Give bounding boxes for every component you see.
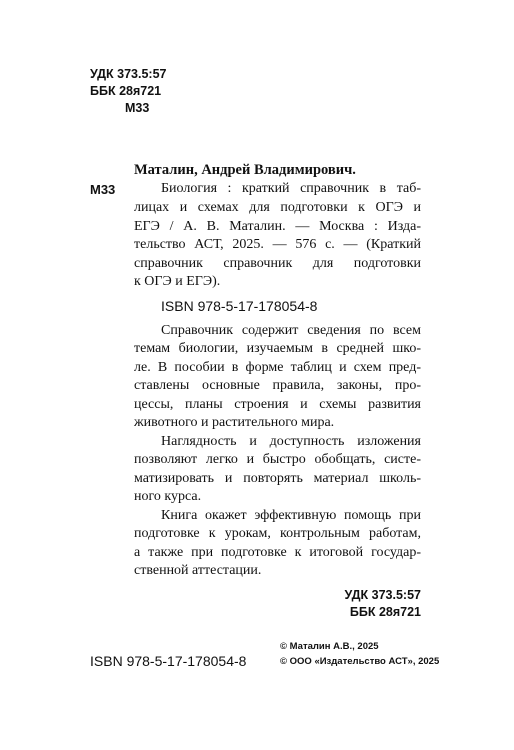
annotation-line: подготовке к урокам, контрольным работам,	[134, 526, 421, 541]
isbn-bottom: ISBN 978-5-17-178054-8	[90, 653, 247, 669]
annotation-line: цессы, планы строения и схемы развития	[134, 397, 421, 412]
record-author-mark: М33	[90, 182, 116, 197]
annotation-line: а также при подготовке к итоговой государ-	[134, 545, 421, 560]
author-heading: Маталин, Андрей Владимирович.	[134, 162, 356, 178]
annotation-line: позволяют легко и быстро обобщать, систе-	[134, 452, 421, 467]
annotation-line: темам биологии, изучаемым в средней шко-	[134, 341, 421, 356]
annotation-line: матизировать и повторять материал школь-	[134, 471, 421, 486]
annotation-line: ставлены основные правила, законы, про-	[134, 378, 421, 393]
isbn-main: ISBN 978-5-17-178054-8	[161, 298, 318, 314]
bibliographic-record-line: тельство АСТ, 2025. — 576 с. — (Краткий	[134, 237, 421, 252]
annotation-line: животного и растительного мира.	[134, 415, 335, 430]
udk-code-top: УДК 373.5:57	[90, 67, 167, 81]
udk-code-bottom: УДК 373.5:57	[344, 588, 421, 602]
bibliographic-record-line: лицах и схемах для подготовки к ОГЭ и	[134, 200, 421, 215]
annotation-line: Справочник содержит сведения по всем	[161, 323, 421, 338]
copyright-author: © Маталин А.В., 2025	[280, 641, 379, 652]
annotation-line: ле. В пособии в форме таблиц и схем пред-	[134, 360, 421, 375]
bibliographic-record-line: справочник справочник для подготовки	[134, 256, 421, 271]
bbk-code-bottom: ББК 28я721	[349, 605, 421, 619]
annotation-line: ственной аттестации.	[134, 563, 262, 578]
bibliographic-record-line: ЕГЭ / А. В. Маталин. — Москва : Изда-	[134, 219, 421, 234]
annotation-line: Наглядность и доступность изложения	[161, 434, 421, 449]
copyright-publisher: © ООО «Издательство АСТ», 2025	[280, 656, 440, 667]
bbk-code-top: ББК 28я721	[90, 84, 162, 98]
annotation-line: ного курса.	[134, 489, 202, 504]
bibliographic-record-line: Биология : краткий справочник в таб-	[161, 181, 421, 196]
author-mark-top: М33	[125, 101, 150, 115]
bibliographic-record-line: к ОГЭ и ЕГЭ).	[134, 274, 221, 289]
annotation-line: Книга окажет эффективную помощь при	[161, 508, 421, 523]
